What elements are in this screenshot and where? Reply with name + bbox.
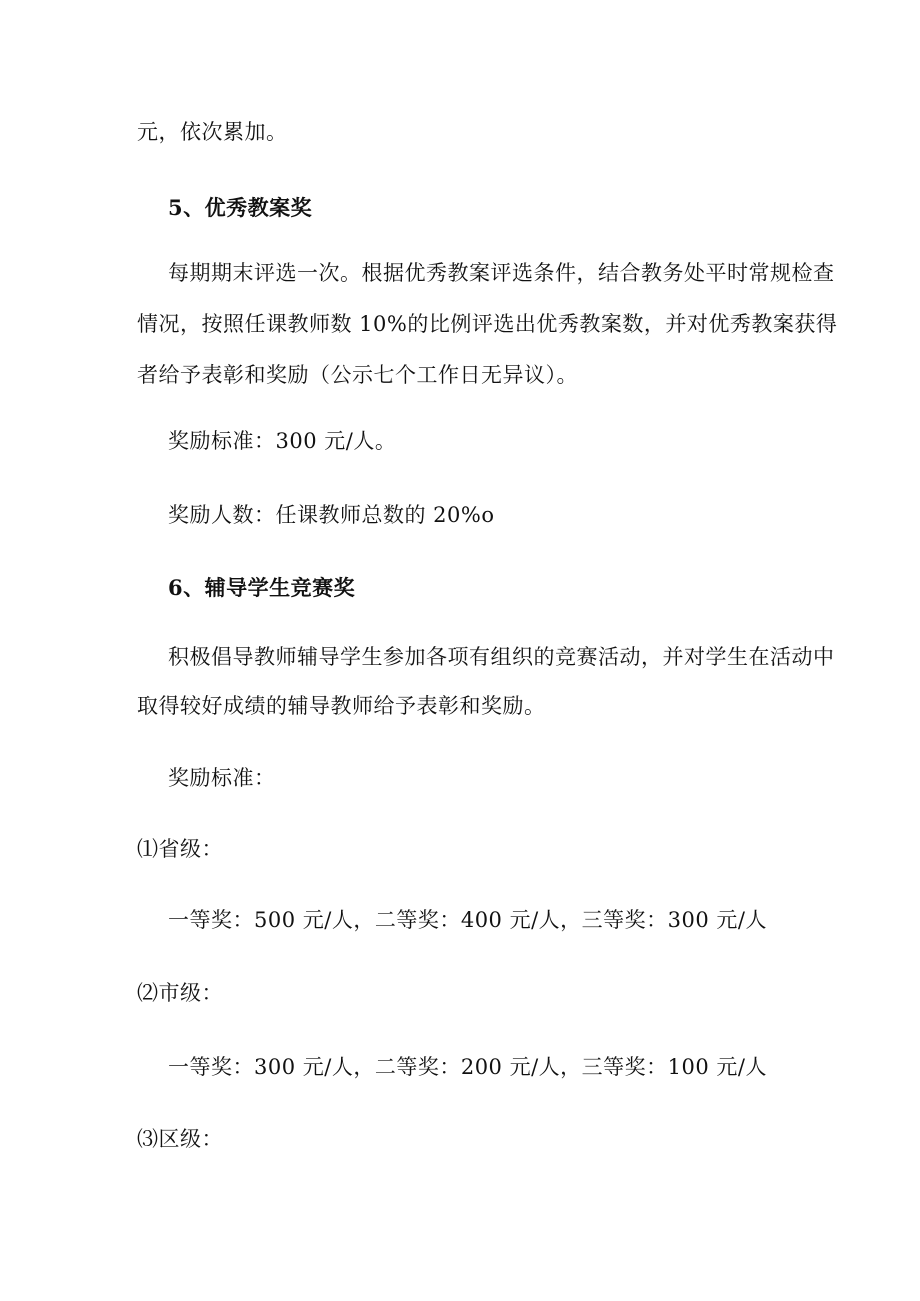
award-standard-line: 奖励标准：300 元/人。	[168, 429, 397, 453]
paragraph-line: 情况，按照任课教师数 10%的比例评选出优秀教案数，并对优秀教案获得	[137, 312, 838, 336]
paragraph-line: 每期期末评选一次。根据优秀教案评选条件，结合教务处平时常规检查	[168, 261, 835, 285]
district-level-label: ⑶区级：	[137, 1127, 223, 1151]
city-prize-line: 一等奖：300 元/人，二等奖：200 元/人，三等奖：100 元/人	[168, 1055, 767, 1079]
provincial-prize-line: 一等奖：500 元/人，二等奖：400 元/人，三等奖：300 元/人	[168, 908, 767, 932]
paragraph-line: 者给予表彰和奖励（公示七个工作日无异议）。	[137, 363, 578, 387]
paragraph-line: 积极倡导教师辅导学生参加各项有组织的竞赛活动，并对学生在活动中	[168, 645, 835, 669]
award-standard-label: 奖励标准：	[168, 766, 276, 790]
award-count-line: 奖励人数：任课教师总数的 20%o	[168, 503, 495, 527]
section-heading-6: 6、辅导学生竞赛奖	[168, 575, 356, 600]
paragraph-line: 取得较好成绩的辅导教师给予表彰和奖励。	[137, 694, 546, 718]
provincial-level-label: ⑴省级：	[137, 837, 223, 861]
city-level-label: ⑵市级：	[137, 981, 223, 1005]
section-heading-5: 5、优秀教案奖	[168, 195, 313, 220]
continuation-line: 元，依次累加。	[137, 120, 288, 144]
